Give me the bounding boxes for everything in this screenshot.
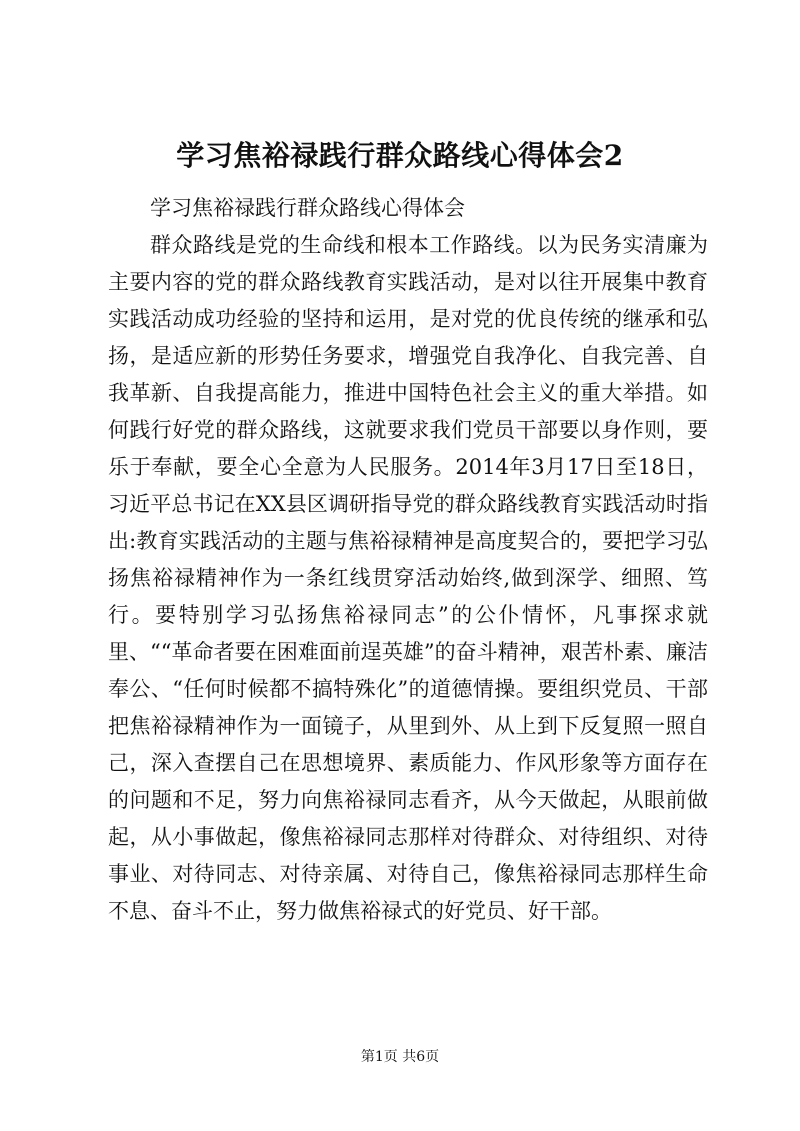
page-footer: 第1页 共6页 bbox=[360, 1049, 440, 1065]
body-paragraph: 群众路线是党的生命线和根本工作路线。以为民务实清廉为主要内容的党的群众路线教育实践活动，是对以往开展集中教育实践活动成功经验的坚持和运用，是对党的优良传统的继承和弘扬，是适应新的形势任务要求，增强党自我净化、自我完善、自我革新、自我提高能力，推进中国特色社会主义的重大举措。如何践行好党的群众路线，这就要求我们党员干部要以身作则，要乐于奉献，要全心全意为人民服务。2014年3月17日至18日，习近平总书记在XX县区调研指导党的群众路线教育实践活动时指出:教育实践活动的主题与焦裕禄精神是高度契合的，要把学习弘扬焦裕禄精神作为一条红线贯穿活动始终,做到深学、细照、笃行。要特别学习弘扬焦裕禄同志”的公仆情怀，凡事探求就里、““革命者要在困难面前逞英雄”的奋斗精神，艰苦朴素、廉洁奉公、“任何时候都不搞特殊化”的道德情操。要组织党员、干部把焦裕禄精神作为一面镜子，从里到外、从上到下反复照一照自己，深入查摆自己在思想境界、素质能力、作风形象等方面存在的问题和不足，努力向焦裕禄同志看齐，从今天做起，从眼前做起，从小事做起，像焦裕禄同志那样对待群众、对待组织、对待事业、对待同志、对待亲属、对待自己，像焦裕禄同志那样生命不息、奋斗不止，努力做焦裕禄式的好党员、好干部。 bbox=[108, 233, 708, 923]
document-subtitle: 学习焦裕禄践行群众路线心得体会 bbox=[150, 196, 465, 220]
document-title: 学习焦裕禄践行群众路线心得体会2 bbox=[176, 139, 624, 172]
document-body bbox=[108, 190, 708, 930]
